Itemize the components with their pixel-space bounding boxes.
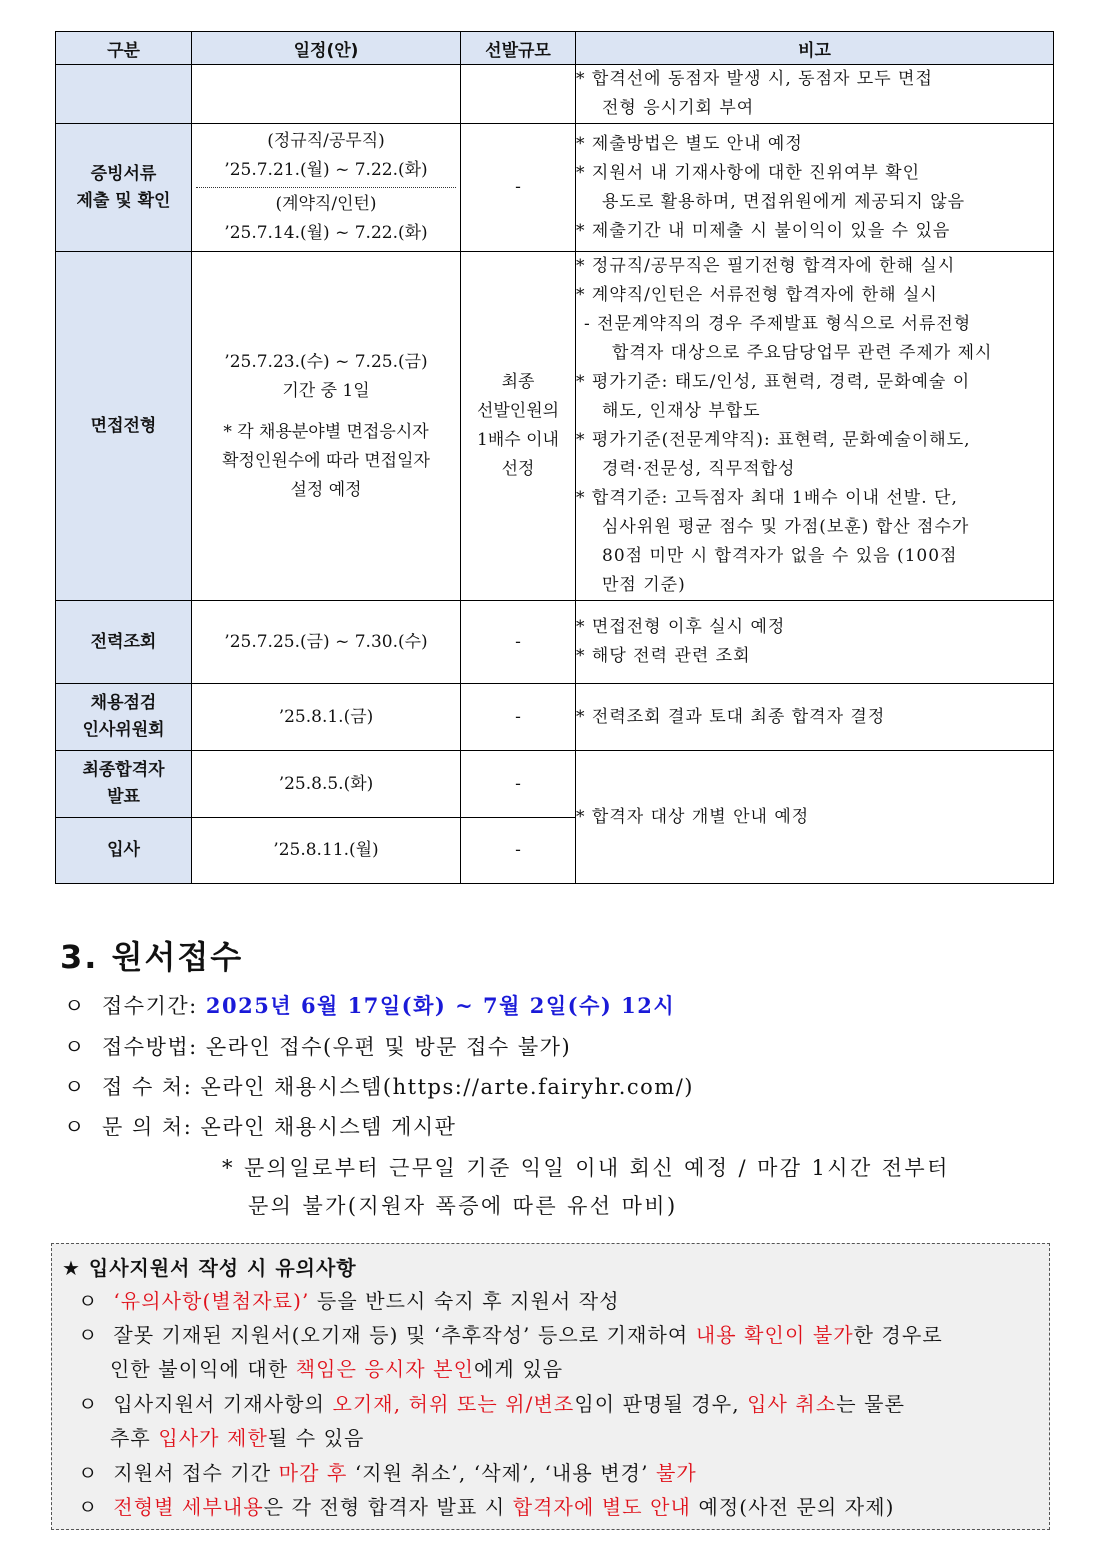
note-line: * 평가기준: 태도/인성, 표현력, 경력, 문화예술 이: [576, 372, 971, 392]
scale-cell: -: [461, 124, 576, 252]
notes-cell: [576, 252, 1054, 601]
caution-item: [78, 1284, 620, 1318]
caution-box: [51, 1243, 1050, 1530]
schedule-line: ’25.7.14.(월) ~ 7.22.(화): [224, 223, 428, 243]
category-cell: [56, 65, 192, 124]
caution-item: [78, 1456, 697, 1490]
note-line: * 지원서 내 기재사항에 대한 진위여부 확인: [576, 162, 921, 183]
period-label: 접수기간:: [102, 994, 206, 1018]
note-line: * 제출방법은 별도 안내 예정: [576, 133, 803, 154]
caution-title: ★ 입사지원서 작성 시 유의사항: [62, 1256, 357, 1280]
note-line: * 평가기준(전문계약직): 표현력, 문화예술이해도,: [576, 430, 971, 450]
schedule-note-line: 설정 예정: [290, 479, 362, 500]
caution-text: 예정(사전 문의 자제): [690, 1495, 895, 1519]
caution-text: 는 물론: [836, 1392, 905, 1416]
highlight-text: 오기재, 허위 또는 위/변조: [332, 1392, 575, 1416]
table-header-row: [56, 32, 1054, 65]
notes-cell: [576, 751, 1054, 884]
bullet: ㅇ: [78, 1323, 99, 1347]
caution-item: [78, 1387, 905, 1421]
schedule-line: (정규직/공무직): [267, 131, 385, 151]
highlight-text: 합격자에 별도 안내: [512, 1495, 691, 1519]
category-line: 발표: [107, 787, 140, 807]
header-category: 구분: [56, 32, 192, 65]
note-line: 해도, 인재상 부합도: [602, 401, 761, 421]
category-cell: 전력조회: [56, 601, 192, 684]
header-scale: 선발규모: [461, 32, 576, 65]
note-line: 용도로 활용하며, 면접위원에게 제공되지 않음: [602, 191, 966, 212]
notes-cell: [576, 601, 1054, 684]
highlight-text: 불가: [655, 1461, 697, 1485]
note-line: * 정규직/공무직은 필기전형 합격자에 한해 실시: [576, 256, 956, 276]
schedule-line: (계약직/인턴): [275, 194, 377, 214]
highlight-text: 내용 확인이 불가: [695, 1323, 854, 1347]
list-item-inquiry: [64, 1109, 456, 1145]
schedule-cell: [192, 65, 461, 124]
bullet: ㅇ: [64, 1035, 86, 1059]
bullet: ㅇ: [64, 1075, 86, 1099]
list-item-place: [64, 1069, 694, 1105]
table-row-documents: [56, 124, 1054, 252]
category-line: 최종합격자: [82, 760, 165, 780]
category-cell: [56, 124, 192, 252]
category-line: 채용점검: [90, 693, 157, 713]
note-line: 합격자 대상으로 주요담당업무 관련 주제가 제시: [612, 343, 993, 363]
category-cell: [56, 684, 192, 751]
caution-text: 잘못 기재된 지원서(오기재 등) 및 ‘추후작성’ 등으로 기재하여: [113, 1323, 696, 1347]
list-item-period: [64, 988, 675, 1024]
caution-item: [78, 1318, 943, 1352]
highlight-text: ‘유의사항(별첨자료)’: [113, 1289, 310, 1313]
inquiry-note-line: 문의 불가(지원자 폭증에 따른 유선 마비): [248, 1194, 678, 1218]
schedule-cell: [192, 124, 461, 252]
note-line: * 전력조회 결과 토대 최종 합격자 결정: [576, 706, 886, 727]
schedule-note-line: 확정인원수에 따라 면접일자: [222, 450, 430, 471]
schedule-note-line: * 각 채용분야별 면접응시자: [223, 421, 429, 442]
schedule-cell: [192, 252, 461, 601]
table-row-committee: [56, 684, 1054, 751]
caution-item: [78, 1490, 895, 1524]
category-line: 인사위원회: [82, 720, 165, 740]
caution-text: 에게 있음: [474, 1357, 564, 1381]
method-text: 접수방법: 온라인 접수(우편 및 방문 접수 불가): [102, 1035, 572, 1059]
bullet: ㅇ: [64, 994, 86, 1018]
note-line: * 제출기간 내 미제출 시 불이익이 있을 수 있음: [576, 220, 951, 241]
bullet: ㅇ: [64, 1115, 86, 1139]
category-line: 증빙서류: [90, 163, 157, 184]
table-row-interview: [56, 252, 1054, 601]
note-line: 만점 기준): [602, 575, 686, 595]
notes-cell: [576, 65, 1054, 124]
schedule-line: 기간 중 1일: [282, 380, 370, 401]
notes-cell: [576, 124, 1054, 252]
note-line: * 해당 전력 관련 조회: [576, 646, 751, 666]
caution-text: 등을 반드시 숙지 후 지원서 작성: [309, 1289, 620, 1313]
caution-text: 될 수 있음: [267, 1426, 365, 1450]
schedule-cell: ’25.8.11.(월): [192, 818, 461, 884]
caution-text: 인한 불이익에 대한: [110, 1357, 296, 1381]
bullet: ㅇ: [78, 1392, 99, 1416]
table-row: [56, 65, 1054, 124]
scale-line: 최종: [501, 372, 535, 392]
highlight-text: 마감 후: [278, 1461, 348, 1485]
caution-text: 추후: [110, 1426, 159, 1450]
note-line: 경력·전문성, 직무적합성: [602, 459, 796, 479]
inquiry-note-line: * 문의일로부터 근무일 기준 익일 이내 회신 예정 / 마감 1시간 전부터: [222, 1156, 950, 1180]
note-line: * 계약직/인턴은 서류전형 합격자에 한해 실시: [576, 285, 938, 305]
note-line: * 면접전형 이후 실시 예정: [576, 617, 786, 637]
note-line: * 합격선에 동점자 발생 시, 동점자 모두 면접: [576, 69, 933, 89]
schedule-line: ’25.7.21.(월) ~ 7.22.(화): [224, 160, 428, 180]
caution-text: 임이 판명될 경우,: [574, 1392, 748, 1416]
caution-text: 입사지원서 기재사항의: [113, 1392, 333, 1416]
scale-line: 1배수 이내: [477, 430, 559, 450]
schedule-cell: ’25.8.1.(금): [192, 684, 461, 751]
note-line: 심사위원 평균 점수 및 가점(보훈) 합산 점수가: [602, 517, 970, 537]
place-text[interactable]: 접 수 처: 온라인 채용시스템(https://arte.fairyhr.com/): [102, 1075, 694, 1099]
note-line: * 합격기준: 고득점자 최대 1배수 이내 선발. 단,: [576, 488, 958, 508]
note-line: - 전문계약직의 경우 주제발표 형식으로 서류전형: [584, 314, 972, 334]
note-line: * 합격자 대상 개별 안내 예정: [576, 806, 810, 827]
schedule-table: [55, 31, 1054, 884]
bullet: ㅇ: [78, 1289, 99, 1313]
schedule-line: ’25.7.23.(수) ~ 7.25.(금): [224, 351, 428, 372]
note-line: 전형 응시기회 부여: [602, 98, 755, 118]
category-cell: 면접전형: [56, 252, 192, 601]
header-schedule: 일정(안): [192, 32, 461, 65]
category-cell: 입사: [56, 818, 192, 884]
schedule-cell: ’25.8.5.(화): [192, 751, 461, 818]
scale-line: 선정: [501, 459, 535, 479]
notes-cell: [576, 684, 1054, 751]
bullet: ㅇ: [78, 1495, 99, 1519]
scale-cell: -: [461, 684, 576, 751]
note-line: 80점 미만 시 합격자가 없을 수 있음 (100점: [602, 546, 958, 566]
table-row-reference: [56, 601, 1054, 684]
list-item-method: [64, 1029, 571, 1065]
dotted-divider: [196, 187, 456, 188]
caution-text: 지원서 접수 기간: [113, 1461, 279, 1485]
scale-cell: -: [461, 601, 576, 684]
bullet: ㅇ: [78, 1461, 99, 1485]
highlight-text: 입사 취소: [747, 1392, 837, 1416]
scale-cell: [461, 65, 576, 124]
schedule-cell: ’25.7.25.(금) ~ 7.30.(수): [192, 601, 461, 684]
category-line: 제출 및 확인: [76, 190, 171, 211]
scale-line: 선발인원의: [476, 401, 560, 421]
scale-cell: -: [461, 818, 576, 884]
caution-text: 한 경우로: [853, 1323, 943, 1347]
caution-item-continuation: [110, 1421, 364, 1455]
section-title: 3. 원서접수: [60, 938, 244, 976]
caution-text: 은 각 전형 합격자 발표 시: [263, 1495, 513, 1519]
scale-cell: -: [461, 751, 576, 818]
highlight-text: 전형별 세부내용: [113, 1495, 264, 1519]
highlight-text: 입사가 제한: [158, 1426, 268, 1450]
caution-text: ‘지원 취소’, ‘삭제’, ‘내용 변경’: [347, 1461, 656, 1485]
scale-cell: [461, 252, 576, 601]
category-cell: [56, 751, 192, 818]
header-notes: 비고: [576, 32, 1054, 65]
period-value: 2025년 6월 17일(화) ~ 7월 2일(수) 12시: [205, 993, 676, 1018]
highlight-text: 책임은 응시자 본인: [295, 1357, 475, 1381]
inquiry-text: 문 의 처: 온라인 채용시스템 게시판: [102, 1115, 457, 1139]
caution-item-continuation: [110, 1352, 563, 1386]
table-row-final: [56, 751, 1054, 818]
